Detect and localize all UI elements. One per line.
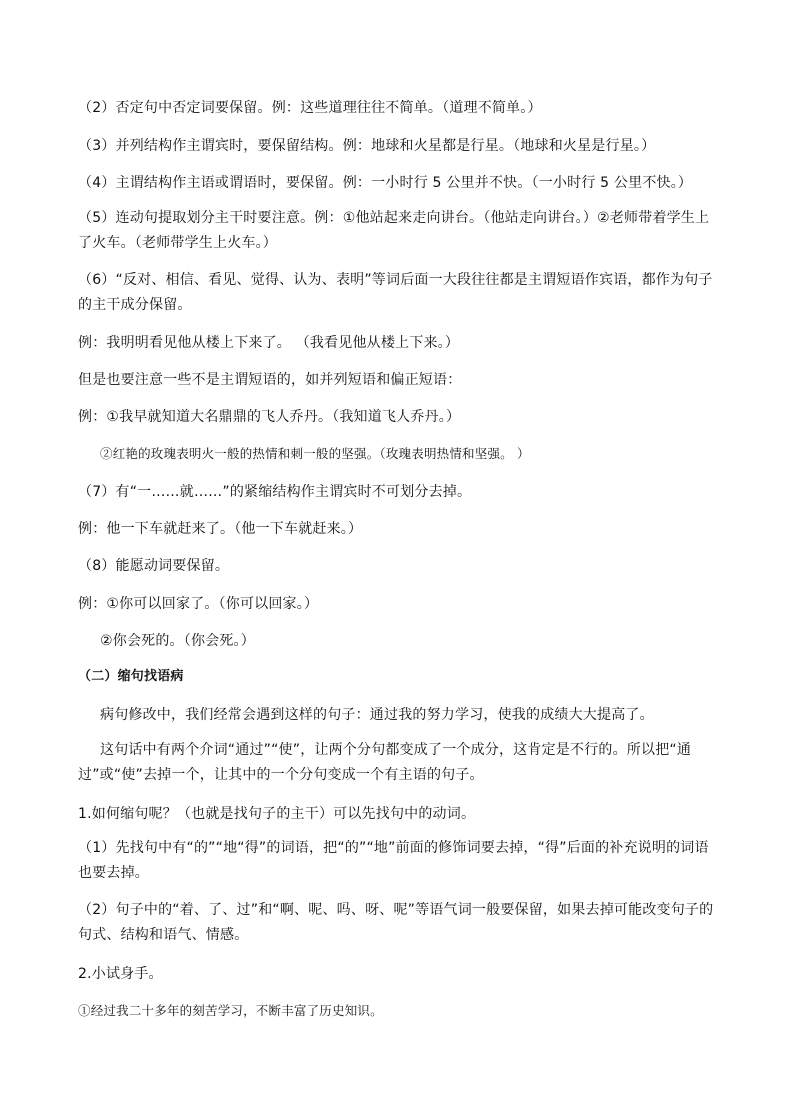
rule-3-parallel: （3）并列结构作主谓宾时，要保留结构。例：地球和火星都是行星。（地球和火星是行星。） xyxy=(78,138,656,154)
example-8-1: 例：①你可以回家了。（你可以回家。） xyxy=(78,596,319,612)
example-7: 例：他一下车就赶来了。（他一下车就赶来。） xyxy=(78,521,363,537)
practice-item-1: ①经过我二十多年的刻苦学习，不断丰富了历史知识。 xyxy=(78,1003,383,1018)
paragraph-intro: 病句修改中，我们经常会遇到这样的句子：通过我的努力学习，使我的成绩大大提高了。 xyxy=(100,707,654,723)
point-1-sub-1: （1）先找句中有“的”“地“得”的词语，把“的”“地”前面的修饰词要去掉，“得”后面的补充说明的词语也要去掉。 xyxy=(78,840,709,881)
point-1-how-to-shorten: 1.如何缩句呢？（也就是找句子的主干）可以先找句中的动词。 xyxy=(78,806,476,822)
point-1-sub-2: （2）句子中的“着、了、过”和“啊、呢、吗、呀、呢”等语气词一般要保留，如果去掉可能改变句子的句式、结构和语气、情感。 xyxy=(78,902,714,943)
rule-8-modal-verb: （8）能愿动词要保留。 xyxy=(78,558,230,574)
example-8-2: ②你会死的。（你会死。） xyxy=(100,633,255,649)
rule-4-subject-predicate: （4）主谓结构作主语或谓语时，要保留。例：一小时行 5 公里并不快。（一小时行 5 公里不快。） xyxy=(78,175,693,191)
example-6-1: 例：①我早就知道大名鼎鼎的飞人乔丹。（我知道飞人乔丹。） xyxy=(78,409,461,425)
example-6-2: ②红艳的玫瑰表明火一般的热情和刺一般的坚强。（玫瑰表明热情和坚强。 ） xyxy=(100,446,530,461)
example-6: 例：我明明看见他从楼上下来了。 （我看见他从楼上下来。） xyxy=(78,335,460,351)
rule-2-negation: （2）否定句中否定词要保留。例：这些道理往往不简单。（道理不简单。） xyxy=(78,100,542,116)
point-2-practice: 2.小试身手。 xyxy=(78,966,163,982)
section-heading-2: （二）缩句找语病 xyxy=(78,669,184,684)
paragraph-explanation: 这句话中有两个介词“通过”“使”，让两个分句都变成了一个成分，这肯定是不行的。所以把“通过”或“使”去掉一个，让其中的一个分句变成一个有主语的句子。 xyxy=(78,742,692,783)
note-non-subject-predicate: 但是也要注意一些不是主谓短语的，如并列短语和偏正短语： xyxy=(78,372,462,388)
rule-5-serial-verb: （5）连动句提取划分主干时要注意。例：①他站起来走向讲台。（他站走向讲台。）②老师带着学生上了火车。（老师带学生上火车。） xyxy=(78,210,710,251)
rule-6-object-clause: （6）“反对、相信、看见、觉得、认为、表明”等词后面一大段往往都是主谓短语作宾语，都作为句子的主干成分保留。 xyxy=(78,272,713,313)
rule-7-compressed: （7）有“一……就……”的紧缩结构作主谓宾时不可划分去掉。 xyxy=(78,484,472,500)
